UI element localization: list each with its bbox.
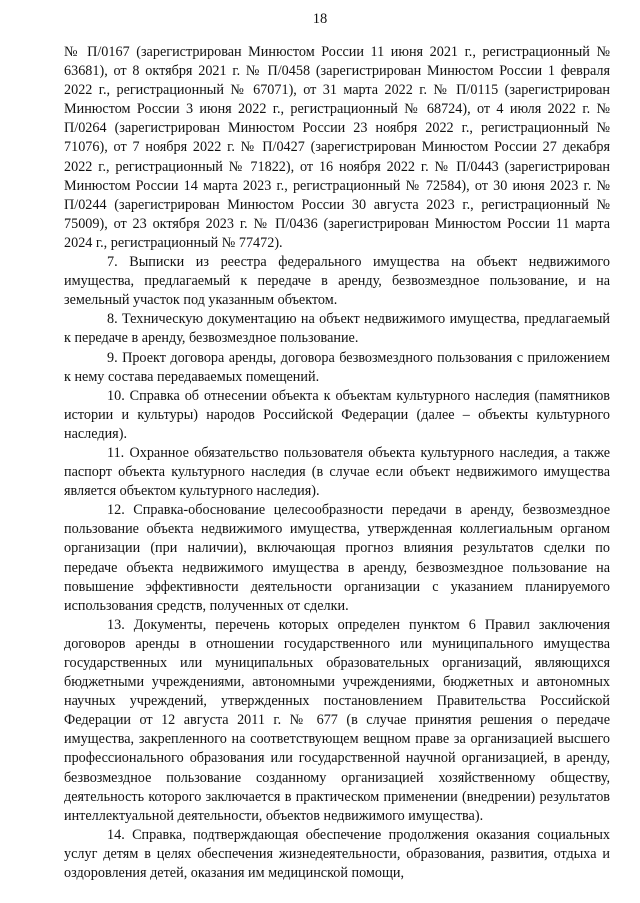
paragraph-item-14: 14. Справка, подтверждающая обеспечение продолжения оказания социальных услуг детям в целях обеспечения жизнедеятельности, образования, развития, отдыха и оздоровления детей, оказания им медицинской помощи, — [64, 826, 610, 882]
paragraph-item-8: 8. Техническую документацию на объект недвижимого имущества, предлагаемый к передаче в аренду, безвозмездное пользование. — [64, 311, 610, 347]
paragraph-item-9: 9. Проект договора аренды, договора безвозмездного пользования с приложением к нему состава передаваемых помещений. — [64, 349, 610, 385]
paragraph-item-13: 13. Документы, перечень которых определен пунктом 6 Правил заключения договоров аренды в отношении государственного или муниципального имущества государственных или муниципальных образовательных организаций, являющихся бюджетными учреждениями, автономными учреждениями, бюджетных и автономных научных учреждений, утвержденных постановлением Правительства Российской Федерации от 12 августа 2011 г. № 677 (в случае принятия решения о передаче имущества, закрепленного на соответствующем вещном праве за организацией высшего профессионального образования или государственной научной организацией, в аренду, безвозмездное пользование созданному организацией хозяйственному обществу, деятельность которого заключается в практическом применении (внедрении) результатов интеллектуальной деятельности, объектов недвижимого имущества). — [64, 616, 610, 824]
page-number: 18 — [312, 11, 328, 27]
paragraph-item-7: 7. Выписки из реестра федерального имущества на объект недвижимого имущества, предлагаемый к передаче в аренду, безвозмездное пользование, и на земельный участок под указанным объектом. — [64, 254, 610, 309]
paragraph-item-12: 12. Справка-обоснование целесообразности передачи в аренду, безвозмездное пользование объекта недвижимого имущества, утвержденная коллегиальным органом организации (при наличии), включающая прогноз влияния результатов сделки по передаче объекта недвижимого имущества в аренду, безвозмездное пользование на повышение эффективности деятельности организации с указанием планируемого использования средств, полученных от сделки. — [64, 502, 610, 614]
paragraph-item-10: 10. Справка об отнесении объекта к объектам культурного наследия (памятников истории и культуры) народов Российской Федерации (далее – объекты культурного наследия). — [64, 387, 610, 442]
document-body — [64, 43, 610, 883]
paragraph-continuation: № П/0167 (зарегистрирован Минюстом России 11 июня 2021 г., регистрационный № 63681), от 8 октября 2021 г. № П/0458 (зарегистрирован Минюстом России 1 февраля 2022 г., регистрационный № 67071), от 31 марта 2022 г. № П/0115 (зарегистрирован Минюстом России 3 июня 2022 г., регистрационный № 68724), от 4 июля 2022 г. № П/0264 (зарегистрирован Минюстом России 23 ноября 2022 г., регистрационный № 71076), от 7 ноября 2022 г. № П/0427 (зарегистрирован Минюстом России 27 декабря 2022 г., регистрационный № 71822), от 16 ноября 2022 г. № П/0443 (зарегистрирован Минюстом России 14 марта 2023 г., регистрационный № 72584), от 30 июня 2023 г. № П/0244 (зарегистрирован Минюстом России 30 августа 2023 г., регистрационный № 75009), от 23 октября 2023 г. № П/0436 (зарегистрирован Минюстом России 11 марта 2024 г., регистрационный № 77472). — [64, 44, 610, 251]
paragraph-item-11: 11. Охранное обязательство пользователя объекта культурного наследия, а также паспорт объекта культурного наследия (в случае если объект недвижимого имущества является объектом культурного наследия). — [64, 444, 610, 500]
